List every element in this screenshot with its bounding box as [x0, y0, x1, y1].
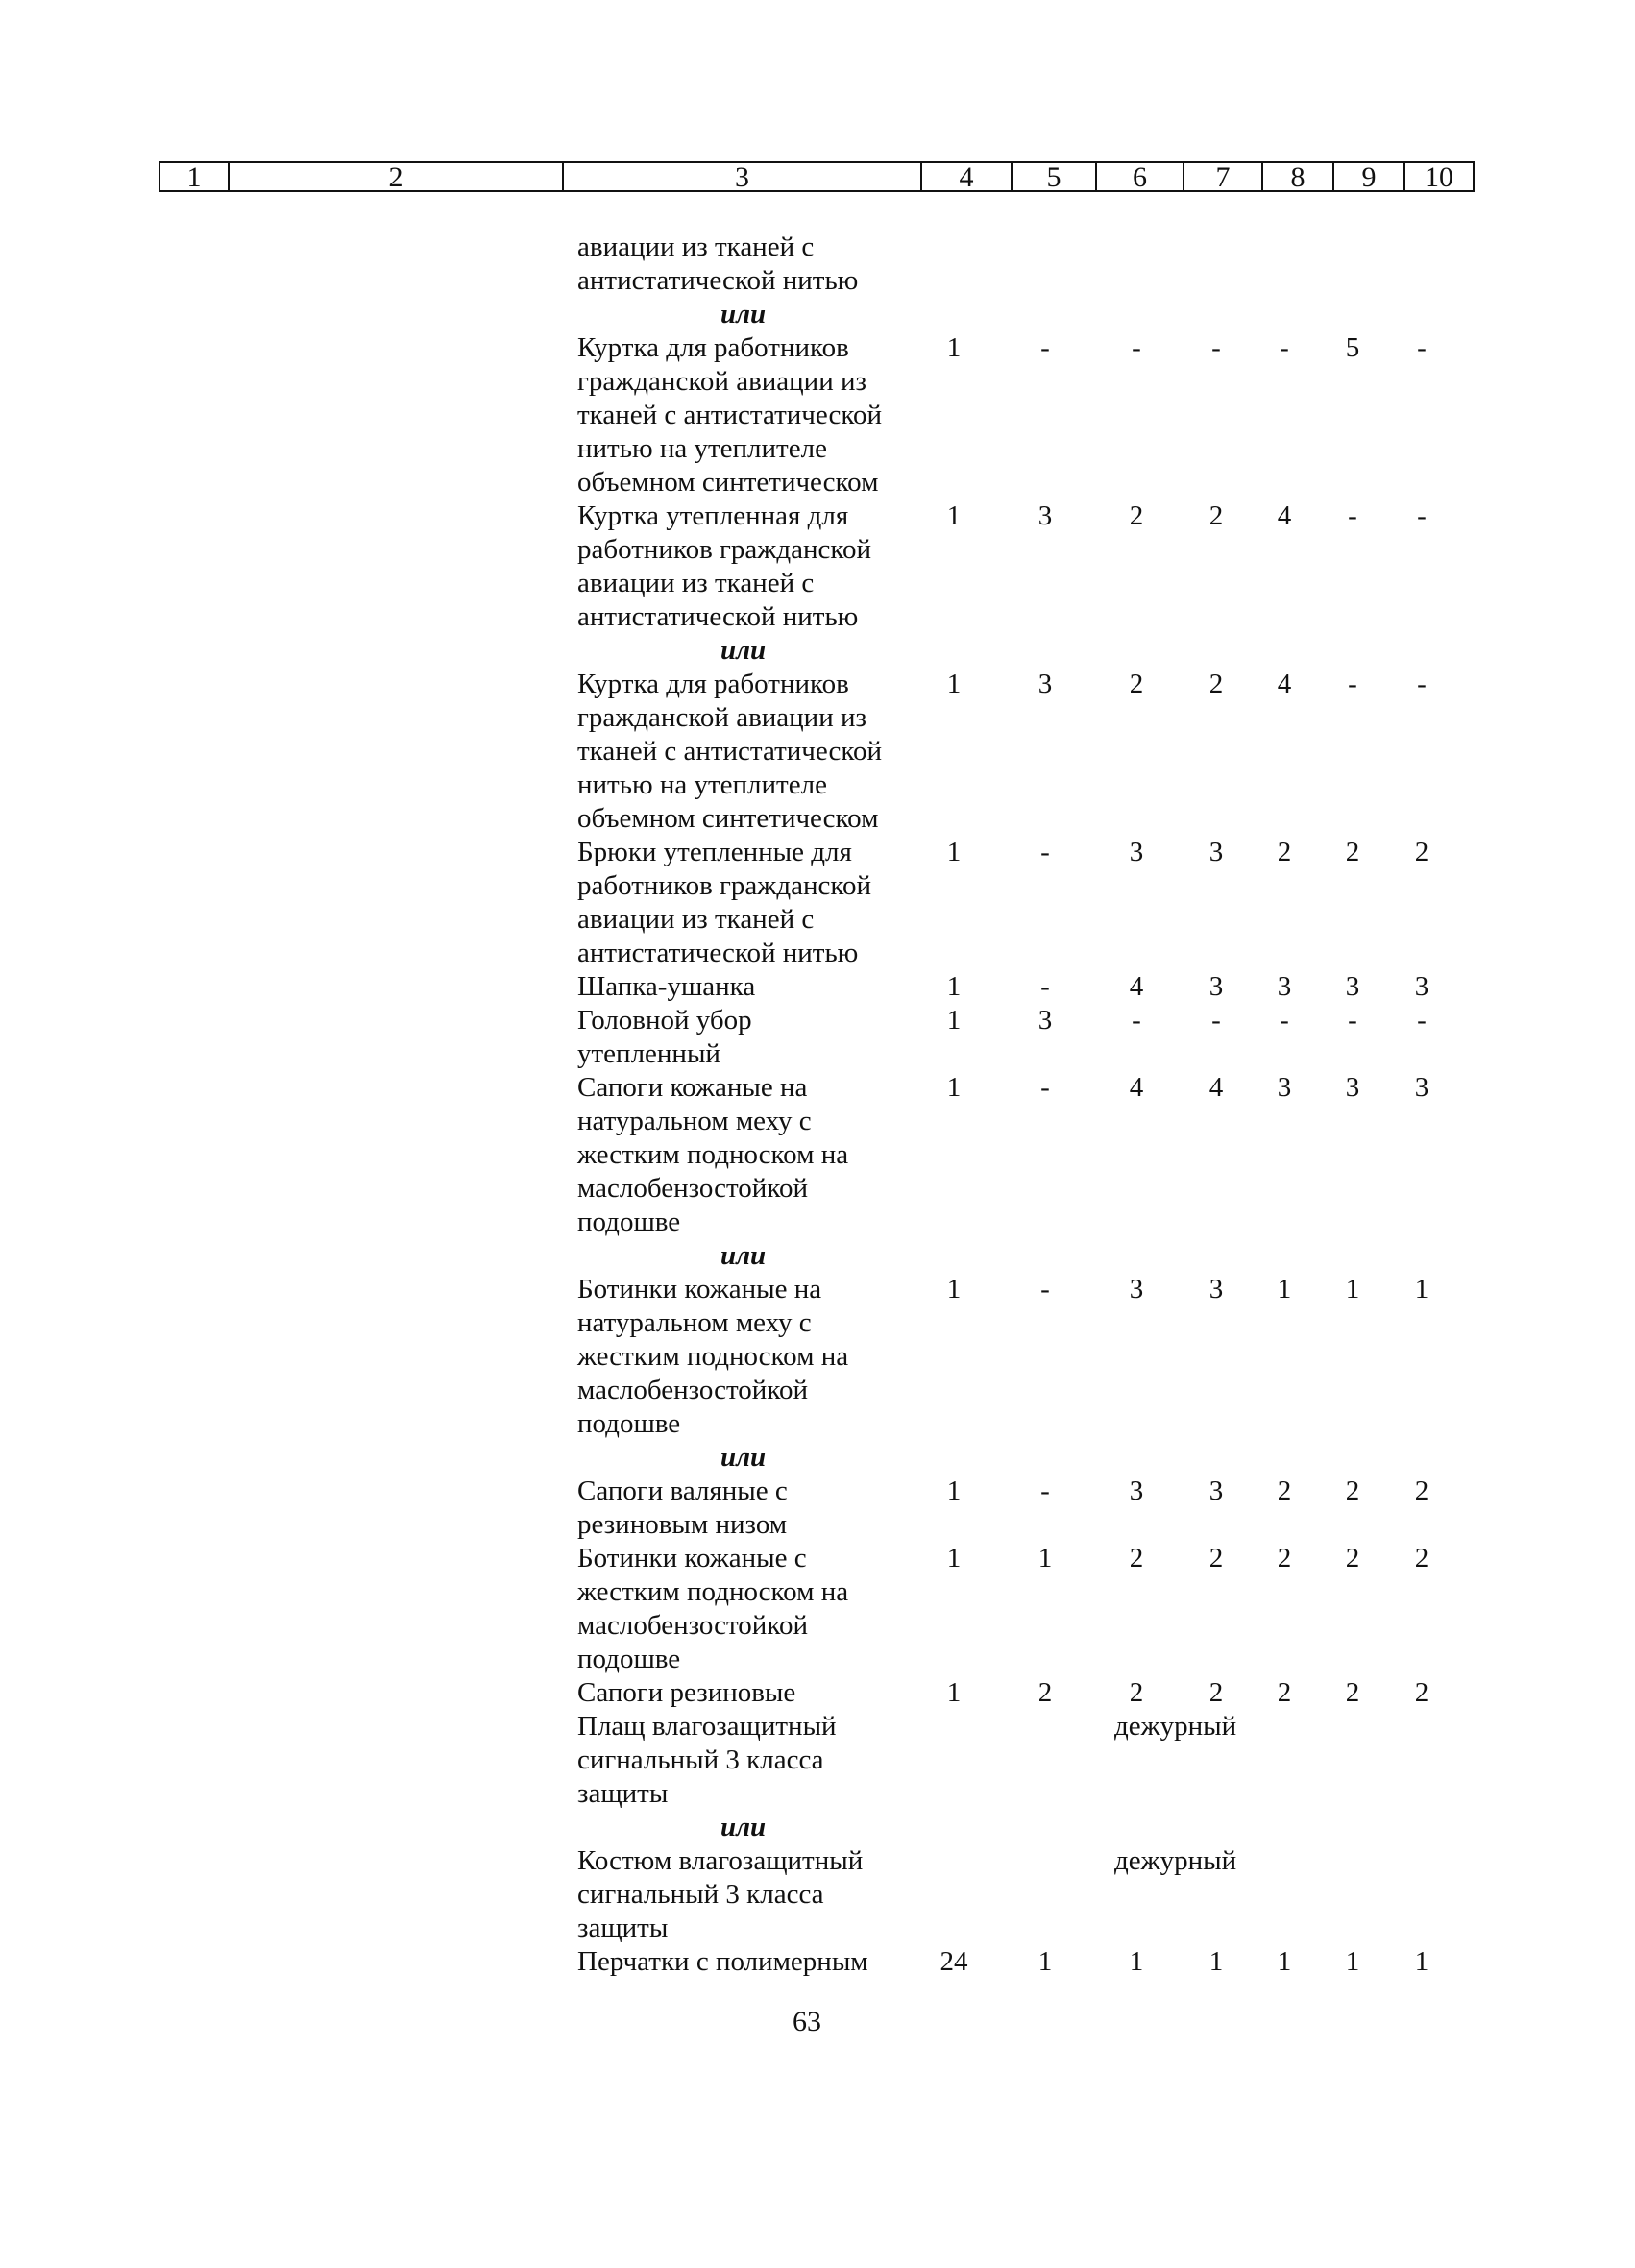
- norm-value-col-5: 1: [1037, 1543, 1053, 1573]
- column-header-10: 10: [1403, 161, 1475, 192]
- item-name-line: тканей с антистатической: [577, 736, 882, 767]
- norm-value-col-10: 1: [1414, 1274, 1429, 1305]
- item-name-line: натуральном меху с: [577, 1106, 812, 1136]
- item-name-line: тканей с антистатической: [577, 400, 882, 430]
- item-name-line: маслобензостойкой: [577, 1173, 808, 1204]
- column-header-1: 1: [159, 161, 228, 192]
- item-name-line: защиты: [577, 1913, 669, 1943]
- norm-value-col-6: 2: [1129, 1677, 1144, 1708]
- norm-value-col-10: -: [1417, 1005, 1427, 1036]
- alternative-separator: [0, 298, 1635, 331]
- item-name: [577, 1945, 923, 1979]
- item-name-line: Шапка-ушанка: [577, 971, 756, 1002]
- norm-value-col-8: 4: [1277, 669, 1292, 699]
- alternative-separator: [0, 634, 1635, 668]
- norm-value-col-10: 2: [1414, 1677, 1429, 1708]
- item-name-line: Сапоги валяные с: [577, 1475, 788, 1506]
- alternative-label: или: [720, 635, 767, 666]
- item-name-line: резиновым низом: [577, 1509, 788, 1540]
- page-number: 63: [793, 2006, 821, 2037]
- column-header-5: 5: [1011, 161, 1095, 192]
- norm-value-col-4: 1: [946, 500, 962, 531]
- norm-value-col-7: 2: [1208, 500, 1224, 531]
- norm-value-col-10: 2: [1414, 1475, 1429, 1506]
- norm-value-col-8: 3: [1277, 1072, 1292, 1103]
- item-name-line: Головной убор: [577, 1005, 752, 1036]
- item-row: [0, 1475, 1635, 1542]
- item-name-line: подошве: [577, 1207, 681, 1237]
- norm-value-col-5: -: [1040, 1072, 1050, 1103]
- norm-value-col-10: 1: [1414, 1946, 1429, 1977]
- norm-value-col-8: -: [1280, 1005, 1289, 1036]
- item-row: [0, 500, 1635, 634]
- item-row: [0, 231, 1635, 298]
- norm-value-col-9: 3: [1345, 971, 1360, 1002]
- norm-value-col-4: 1: [946, 1274, 962, 1305]
- norm-value-col-9: -: [1348, 1005, 1357, 1036]
- item-name-line: гражданской авиации из: [577, 366, 866, 397]
- norm-value-col-4: 24: [940, 1946, 968, 1977]
- norm-value-col-8: 4: [1277, 500, 1292, 531]
- norm-value-col-9: -: [1348, 500, 1357, 531]
- norm-value-col-6: -: [1132, 332, 1141, 363]
- column-header-6: 6: [1095, 161, 1183, 192]
- item-name: [577, 1071, 923, 1239]
- item-name-line: гражданской авиации из: [577, 702, 866, 733]
- norm-value-col-5: 3: [1037, 500, 1053, 531]
- norm-value-col-6: 2: [1129, 500, 1144, 531]
- norm-value-col-4: 1: [946, 1005, 962, 1036]
- item-name-line: жестким подноском на: [577, 1139, 849, 1170]
- norm-value-col-9: 2: [1345, 1543, 1360, 1573]
- item-row: [0, 1273, 1635, 1441]
- item-name-line: авиации из тканей с: [577, 232, 815, 262]
- item-name-line: нитью на утеплителе: [577, 769, 827, 800]
- item-name: [577, 500, 923, 634]
- norm-value-col-4: 1: [946, 669, 962, 699]
- norm-value-col-8: 2: [1277, 1543, 1292, 1573]
- norm-value-col-8: 3: [1277, 971, 1292, 1002]
- norm-value-col-8: 2: [1277, 1475, 1292, 1506]
- alternative-separator: [0, 1441, 1635, 1475]
- item-row: [0, 1004, 1635, 1071]
- item-name: [577, 1273, 923, 1441]
- item-name-line: сигнальный 3 класса: [577, 1879, 824, 1910]
- alternative-separator: [0, 1811, 1635, 1844]
- norm-value-col-4: 1: [946, 1543, 962, 1573]
- item-name-line: антистатической нитью: [577, 938, 859, 968]
- item-name: [577, 1004, 923, 1071]
- column-header-4: 4: [920, 161, 1011, 192]
- item-name-line: объемном синтетическом: [577, 467, 879, 498]
- norm-value-col-4: 1: [946, 1475, 962, 1506]
- norm-value-col-8: 1: [1277, 1274, 1292, 1305]
- norm-value-col-10: -: [1417, 669, 1427, 699]
- norm-value-col-8: 2: [1277, 1677, 1292, 1708]
- norm-value-col-7: 3: [1208, 1274, 1224, 1305]
- item-name-line: работников гражданской: [577, 534, 871, 565]
- item-name-line: подошве: [577, 1644, 681, 1674]
- norm-value-col-7: 4: [1208, 1072, 1224, 1103]
- item-name-line: защиты: [577, 1778, 669, 1809]
- norm-value-col-6: 1: [1129, 1946, 1144, 1977]
- item-name: [577, 1676, 923, 1710]
- item-row: [0, 1945, 1635, 1979]
- norm-value-col-5: -: [1040, 332, 1050, 363]
- item-row: [0, 1844, 1635, 1945]
- norm-value-col-5: 1: [1037, 1946, 1053, 1977]
- alternative-separator: [0, 1239, 1635, 1273]
- norm-value-col-7: 3: [1208, 1475, 1224, 1506]
- item-name-line: антистатической нитью: [577, 601, 859, 632]
- item-name-line: Сапоги резиновые: [577, 1677, 796, 1708]
- item-name: [577, 1475, 923, 1542]
- item-name: [577, 836, 923, 970]
- column-header-9: 9: [1332, 161, 1403, 192]
- item-name: [577, 231, 923, 298]
- norm-value-col-9: 1: [1345, 1274, 1360, 1305]
- norm-value-col-10: 3: [1414, 1072, 1429, 1103]
- alternative-label: или: [720, 1240, 767, 1271]
- item-name-line: утепленный: [577, 1038, 720, 1069]
- norm-value-col-10: 3: [1414, 971, 1429, 1002]
- item-name: [577, 970, 923, 1004]
- alternative-label: или: [720, 299, 767, 329]
- duty-note: дежурный: [1114, 1711, 1237, 1742]
- norm-value-col-5: -: [1040, 837, 1050, 867]
- item-name-line: нитью на утеплителе: [577, 433, 827, 464]
- norm-value-col-8: 1: [1277, 1946, 1292, 1977]
- item-row: [0, 1676, 1635, 1710]
- item-name: [577, 1710, 923, 1811]
- item-name-line: работников гражданской: [577, 870, 871, 901]
- norm-value-col-6: 4: [1129, 971, 1144, 1002]
- item-name: [577, 1844, 923, 1945]
- norm-value-col-10: 2: [1414, 1543, 1429, 1573]
- norm-value-col-6: -: [1132, 1005, 1141, 1036]
- norm-value-col-8: 2: [1277, 837, 1292, 867]
- norm-value-col-6: 4: [1129, 1072, 1144, 1103]
- norm-value-col-6: 3: [1129, 1274, 1144, 1305]
- norm-value-col-7: 3: [1208, 971, 1224, 1002]
- norm-value-col-5: 3: [1037, 1005, 1053, 1036]
- item-name-line: авиации из тканей с: [577, 568, 815, 598]
- column-header-3: 3: [562, 161, 920, 192]
- duty-note: дежурный: [1114, 1845, 1237, 1876]
- item-name-line: натуральном меху с: [577, 1307, 812, 1338]
- norm-value-col-10: 2: [1414, 837, 1429, 867]
- item-row: [0, 1710, 1635, 1811]
- norm-value-col-4: 1: [946, 1072, 962, 1103]
- norm-value-col-5: -: [1040, 1274, 1050, 1305]
- item-name: [577, 331, 923, 500]
- norm-value-col-9: 2: [1345, 1677, 1360, 1708]
- item-name-line: Куртка для работников: [577, 332, 849, 363]
- norm-value-col-7: 1: [1208, 1946, 1224, 1977]
- item-name-line: сигнальный 3 класса: [577, 1744, 824, 1775]
- item-name-line: авиации из тканей с: [577, 904, 815, 935]
- norm-value-col-7: 2: [1208, 669, 1224, 699]
- norm-value-col-5: 2: [1037, 1677, 1053, 1708]
- norm-value-col-7: -: [1211, 1005, 1221, 1036]
- item-name-line: Плащ влагозащитный: [577, 1711, 837, 1742]
- item-name-line: Ботинки кожаные на: [577, 1274, 822, 1305]
- item-row: [0, 1071, 1635, 1239]
- norm-value-col-10: -: [1417, 500, 1427, 531]
- item-name-line: жестким подноском на: [577, 1576, 849, 1607]
- norm-value-col-7: 2: [1208, 1543, 1224, 1573]
- alternative-label: или: [720, 1442, 767, 1473]
- norm-value-col-5: 3: [1037, 669, 1053, 699]
- item-name-line: антистатической нитью: [577, 265, 859, 296]
- norm-value-col-5: -: [1040, 971, 1050, 1002]
- item-name-line: жестким подноском на: [577, 1341, 849, 1372]
- column-header-8: 8: [1261, 161, 1332, 192]
- norm-value-col-4: 1: [946, 332, 962, 363]
- item-name-line: маслобензостойкой: [577, 1610, 808, 1641]
- item-row: [0, 836, 1635, 970]
- norm-value-col-7: -: [1211, 332, 1221, 363]
- item-row: [0, 668, 1635, 836]
- item-name: [577, 668, 923, 836]
- item-name-line: маслобензостойкой: [577, 1375, 808, 1405]
- item-name: [577, 1542, 923, 1676]
- norm-value-col-9: -: [1348, 669, 1357, 699]
- norm-value-col-7: 3: [1208, 837, 1224, 867]
- column-header-7: 7: [1183, 161, 1261, 192]
- item-row: [0, 1542, 1635, 1676]
- norm-value-col-6: 2: [1129, 669, 1144, 699]
- item-name-line: Сапоги кожаные на: [577, 1072, 808, 1103]
- item-name-line: Куртка утепленная для: [577, 500, 849, 531]
- norm-value-col-9: 2: [1345, 837, 1360, 867]
- norm-value-col-6: 3: [1129, 837, 1144, 867]
- norm-value-col-6: 3: [1129, 1475, 1144, 1506]
- item-row: [0, 970, 1635, 1004]
- item-name-line: объемном синтетическом: [577, 803, 879, 834]
- norm-value-col-4: 1: [946, 837, 962, 867]
- norm-value-col-4: 1: [946, 971, 962, 1002]
- item-name-line: Перчатки с полимерным: [577, 1946, 868, 1977]
- norm-value-col-7: 2: [1208, 1677, 1224, 1708]
- norm-value-col-6: 2: [1129, 1543, 1144, 1573]
- column-header-2: 2: [228, 161, 562, 192]
- item-row: [0, 331, 1635, 500]
- norm-value-col-9: 5: [1345, 332, 1360, 363]
- norm-value-col-8: -: [1280, 332, 1289, 363]
- norm-value-col-10: -: [1417, 332, 1427, 363]
- item-name-line: Куртка для работников: [577, 669, 849, 699]
- norm-value-col-9: 3: [1345, 1072, 1360, 1103]
- norm-value-col-9: 1: [1345, 1946, 1360, 1977]
- alternative-label: или: [720, 1812, 767, 1842]
- item-name-line: Костюм влагозащитный: [577, 1845, 864, 1876]
- norm-value-col-4: 1: [946, 1677, 962, 1708]
- norm-value-col-5: -: [1040, 1475, 1050, 1506]
- item-name-line: Ботинки кожаные с: [577, 1543, 807, 1573]
- item-name-line: Брюки утепленные для: [577, 837, 852, 867]
- norm-value-col-9: 2: [1345, 1475, 1360, 1506]
- item-name-line: подошве: [577, 1408, 681, 1439]
